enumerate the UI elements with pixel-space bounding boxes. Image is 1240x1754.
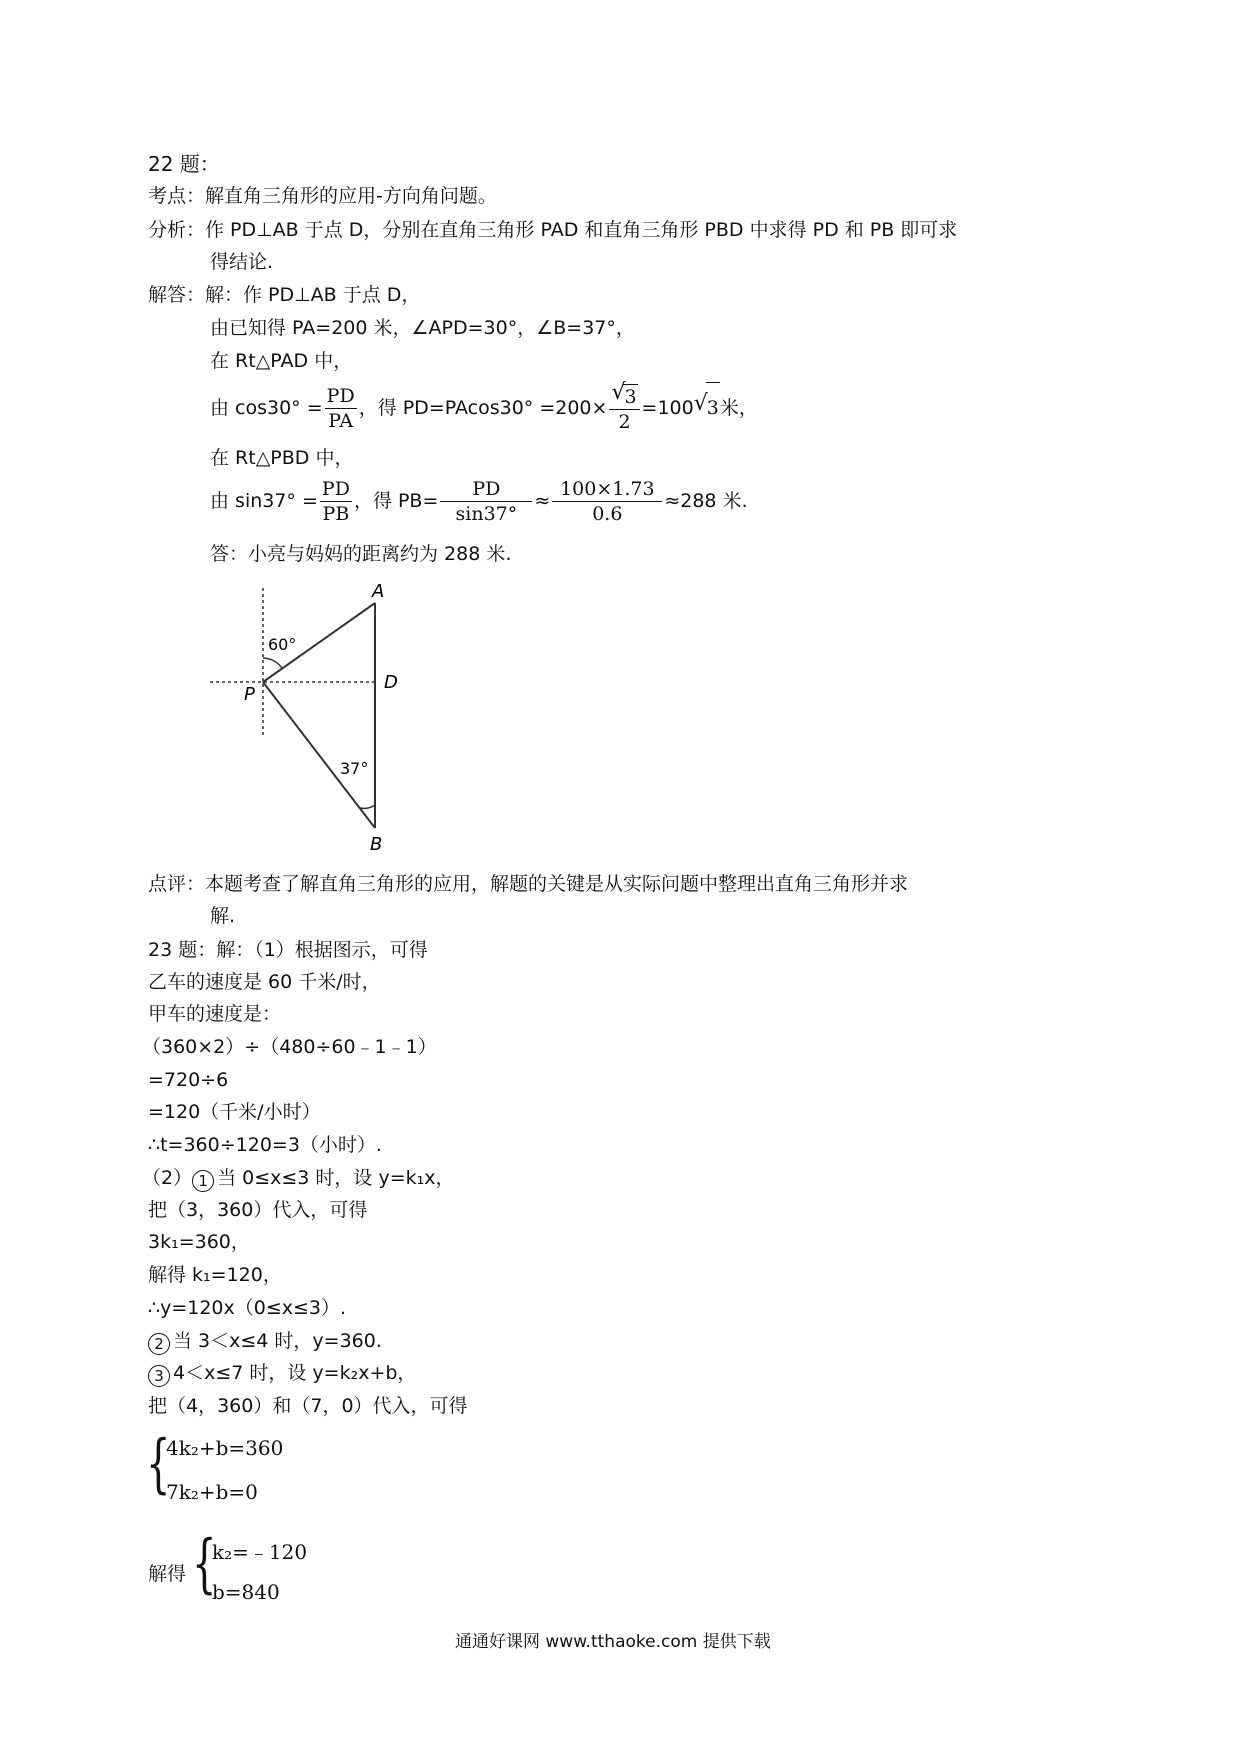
q22-fenxi-1: 分析：作 PD⊥AB 于点 D，分别在直角三角形 PAD 和直角三角形 PBD 中求得 PD 和 PB 即可求 xyxy=(148,219,958,241)
q22-title: 22 题： xyxy=(148,152,220,176)
line14-body: 4＜x≤7 时，设 y=k₂x+b， xyxy=(173,1362,417,1384)
q23-line-12: ∴y=120x（0≤x≤3）. xyxy=(148,1297,347,1319)
cos-mid: ，得 PD=PAcos30° =200× xyxy=(358,397,608,419)
q23-line-13 xyxy=(148,1329,382,1355)
q22-known: 由已知得 PA=200 米，∠APD=30°，∠B=37°， xyxy=(210,317,635,339)
q23-line-9: 把（3，360）代入，可得 xyxy=(148,1199,368,1221)
label-p: P xyxy=(244,684,255,705)
q23-line-3: 甲车的速度是： xyxy=(148,1003,282,1025)
q22-kaodian: 考点：解直角三角形的应用-方向角问题。 xyxy=(148,185,497,207)
sin-fraction-3: $\frac{100\times 1.73}{0.6}$ xyxy=(552,477,662,526)
equation-system-1 xyxy=(146,1428,346,1518)
radical-icon: √ xyxy=(693,391,708,416)
circled-2-icon: 2 xyxy=(148,1333,170,1355)
sin-tail: ≈288 米. xyxy=(664,490,748,512)
label-d: D xyxy=(384,672,398,693)
sin-fraction-2: $\frac{PD}{\sin 37^\circ}$ xyxy=(440,477,532,526)
q23-line-5: =720÷6 xyxy=(148,1069,229,1091)
label-b: B xyxy=(370,834,383,855)
left-brace-icon: { xyxy=(192,1527,217,1601)
segment-pb xyxy=(263,682,375,828)
approx-sign: ≈ xyxy=(534,490,551,512)
cos-frac-den: PA xyxy=(328,410,354,432)
system2-eq2: b=840 xyxy=(212,1580,280,1604)
q23-line-15: 把（4，360）和（7，0）代入，可得 xyxy=(148,1395,468,1417)
label-a: A xyxy=(372,581,385,602)
q23-line-10: 3k₁=360， xyxy=(148,1231,250,1253)
line8-prefix: （2） xyxy=(142,1167,193,1189)
page-footer: 通通好课网 www.tthaoke.com 提供下载 xyxy=(455,1632,771,1652)
circled-1-icon: 1 xyxy=(192,1170,214,1192)
equation-system-2 xyxy=(192,1528,392,1618)
circled-3-icon: 3 xyxy=(148,1365,170,1387)
system2-eq1: k₂=﹣120 xyxy=(212,1540,308,1564)
angle-60-label: 60° xyxy=(268,635,297,654)
q22-jieda: 解答：解：作 PD⊥AB 于点 D， xyxy=(148,284,421,306)
q22-cos-equation xyxy=(210,379,758,434)
angle-37-label: 37° xyxy=(340,759,369,778)
line13-body: 当 3＜x≤4 时，y=360. xyxy=(173,1330,382,1352)
q23-line-4: （360×2）÷（480÷60﹣1﹣1） xyxy=(142,1036,437,1058)
cos-prefix: 由 cos30° = xyxy=(210,397,323,419)
q23-line-11: 解得 k₁=120， xyxy=(148,1264,282,1286)
q22-fenxi-2: 得结论. xyxy=(210,251,274,273)
q22-sin-equation xyxy=(210,476,748,526)
sqrt3-over-2 xyxy=(609,379,639,434)
q22-rt-pad: 在 Rt△PAD 中， xyxy=(210,350,353,372)
solve-prefix: 解得 xyxy=(148,1563,187,1585)
q22-rt-pbd: 在 Rt△PBD 中， xyxy=(210,447,354,469)
system1-eq2: 7k₂+b=0 xyxy=(166,1480,258,1504)
sqrt-3-tail: √ 3 xyxy=(694,382,720,433)
triangle-diagram xyxy=(200,578,420,860)
q23-line-7: ∴t=360÷120=3（小时）. xyxy=(148,1134,382,1156)
sin-fraction-1: $\frac{PD}{PB}$ xyxy=(321,478,350,525)
radical-icon: √ xyxy=(611,379,626,405)
q23-line-14 xyxy=(148,1361,416,1387)
sin-mid: ，得 PB= xyxy=(353,490,439,512)
left-brace-icon: { xyxy=(146,1427,171,1501)
q22-answer: 答：小亮与妈妈的距离约为 288 米. xyxy=(210,543,512,565)
q22-dianping-1: 点评：本题考查了解直角三角形的应用，解题的关键是从实际问题中整理出直角三角形并求 xyxy=(148,873,909,895)
cos-tail-b: 米， xyxy=(719,397,758,419)
angle-37-arc xyxy=(360,805,375,808)
cos-tail-a: =100 xyxy=(641,397,694,419)
cos-frac-num: PD xyxy=(326,385,355,407)
system1-eq1: 4k₂+b=360 xyxy=(166,1436,284,1460)
sin-prefix: 由 sin37° = xyxy=(210,490,318,512)
q23-line-2: 乙车的速度是 60 千米/时， xyxy=(148,971,381,993)
angle-60-arc xyxy=(263,658,282,668)
sqrt-frac-den: 2 xyxy=(618,410,631,433)
q23-line-8 xyxy=(142,1166,455,1192)
sqrt-3: √ 3 xyxy=(611,379,637,408)
q23-line-1: 23 题：解：（1）根据图示，可得 xyxy=(148,939,428,961)
q23-line-6: =120（千米/小时） xyxy=(148,1101,321,1123)
q22-dianping-2: 解. xyxy=(210,905,236,927)
line8-body: 当 0≤x≤3 时，设 y=k₁x， xyxy=(217,1167,455,1189)
cos-fraction xyxy=(325,384,357,433)
